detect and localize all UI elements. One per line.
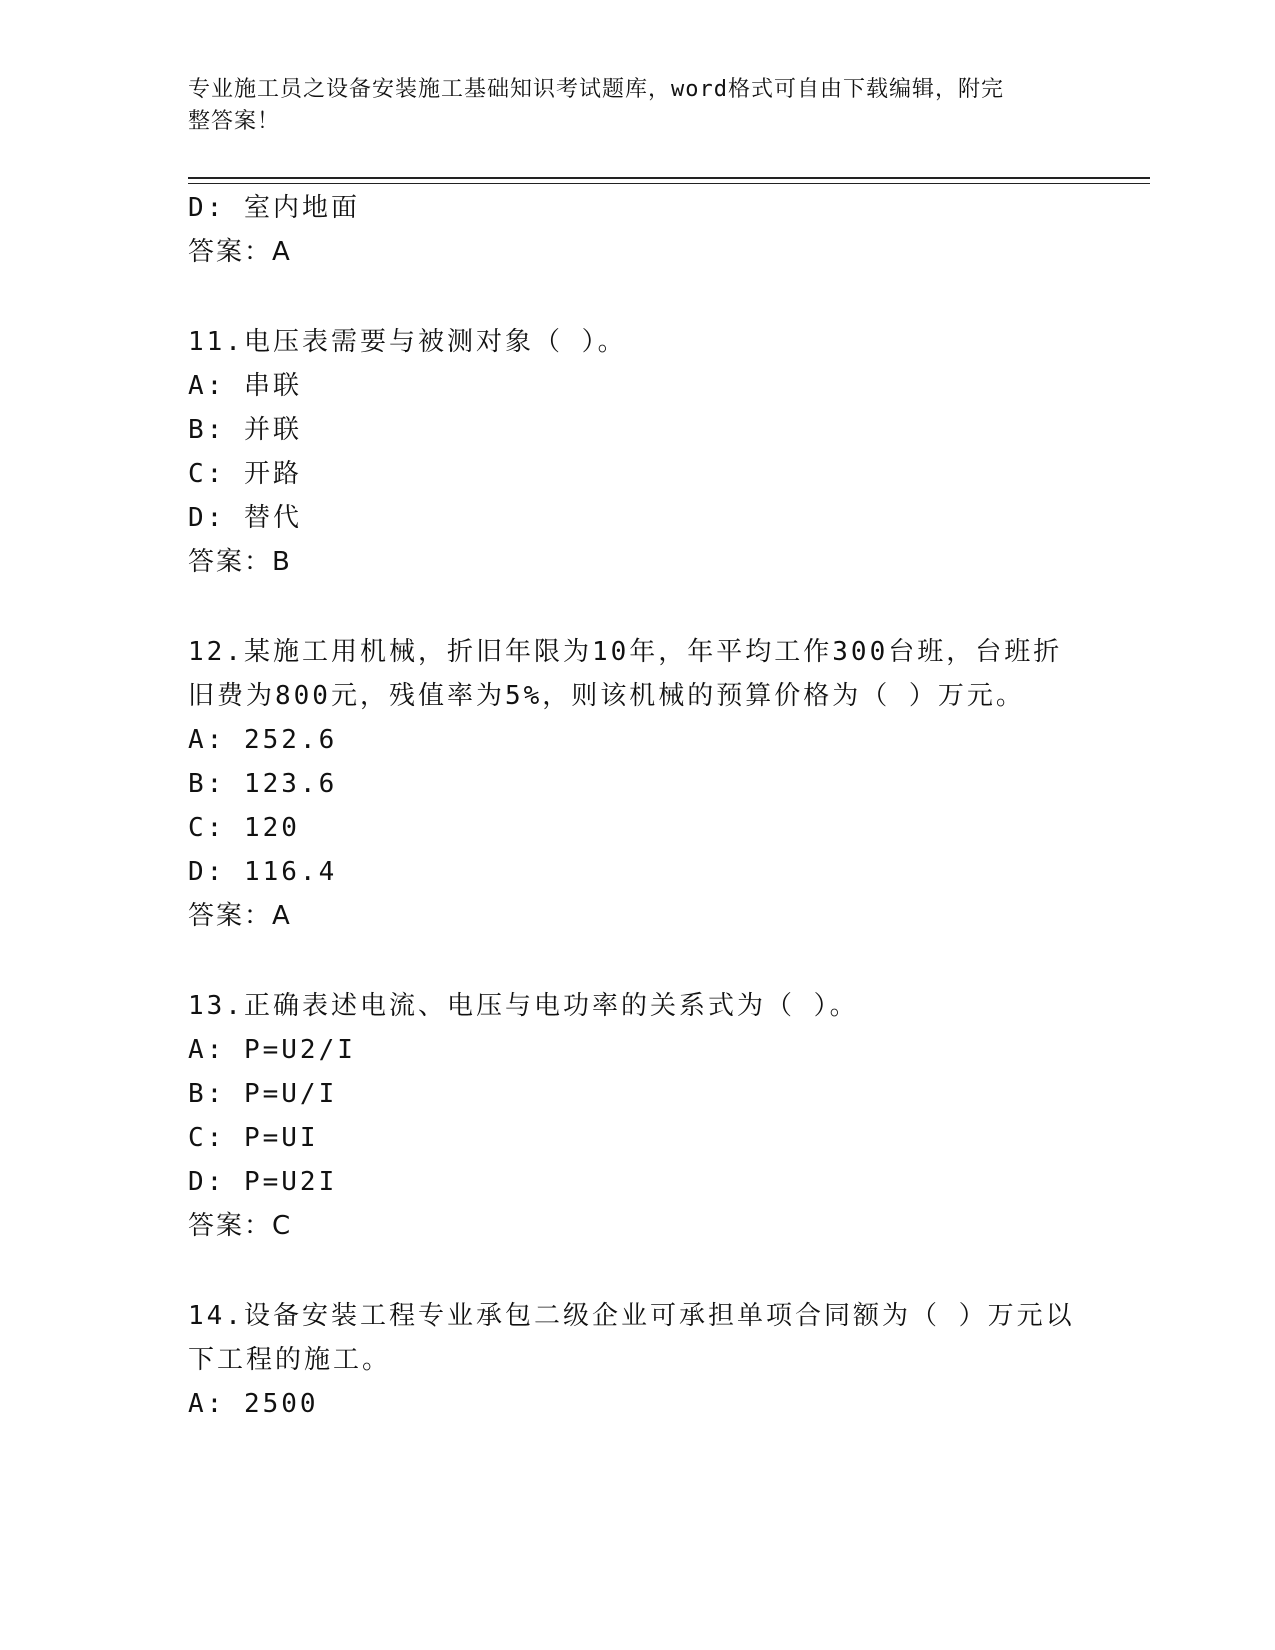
q12-option-d: D: 116.4 <box>188 857 338 887</box>
q12-option-b: B: 123.6 <box>188 769 338 799</box>
q10-answer: 答案：A <box>188 237 292 267</box>
q13-option-d: D: P=U2I <box>188 1167 338 1197</box>
q12-option-a: A: 252.6 <box>188 725 338 755</box>
q11-option-b: B: 并联 <box>188 415 302 445</box>
q13-option-a: A: P=U2/I <box>188 1035 356 1065</box>
header-divider-thin <box>188 183 1150 184</box>
q13-option-b: B: P=U/I <box>188 1079 338 1109</box>
q11-option-c: C: 开路 <box>188 459 302 489</box>
q13-answer: 答案：C <box>188 1211 293 1241</box>
q11-option-a: A: 串联 <box>188 371 302 401</box>
header-divider-thick <box>188 177 1150 179</box>
q12-stem-line-1: 12.某施工用机械，折旧年限为10年，年平均工作300台班，台班折 <box>188 637 1063 667</box>
header-line-2: 整答案！ <box>188 109 281 134</box>
q12-answer: 答案：A <box>188 901 292 931</box>
q11-answer: 答案：B <box>188 547 292 577</box>
q14-stem-line-2: 下工程的施工。 <box>188 1345 392 1375</box>
q11-stem: 11.电压表需要与被测对象（ ）。 <box>188 327 627 357</box>
q14-option-a: A: 2500 <box>188 1389 319 1419</box>
q11-option-d: D: 替代 <box>188 503 302 533</box>
q12-stem-line-2: 旧费为800元，残值率为5%，则该机械的预算价格为（ ）万元。 <box>188 681 1025 711</box>
q14-stem-line-1: 14.设备安装工程专业承包二级企业可承担单项合同额为（ ）万元以 <box>188 1301 1075 1331</box>
q13-option-c: C: P=UI <box>188 1123 319 1153</box>
q13-stem: 13.正确表述电流、电压与电功率的关系式为（ ）。 <box>188 991 859 1021</box>
q12-option-c: C: 120 <box>188 813 300 843</box>
header-line-1: 专业施工员之设备安装施工基础知识考试题库，word格式可自由下载编辑，附完 <box>188 77 1004 102</box>
document-header <box>188 74 1068 138</box>
q10-option-d: D: 室内地面 <box>188 193 360 223</box>
